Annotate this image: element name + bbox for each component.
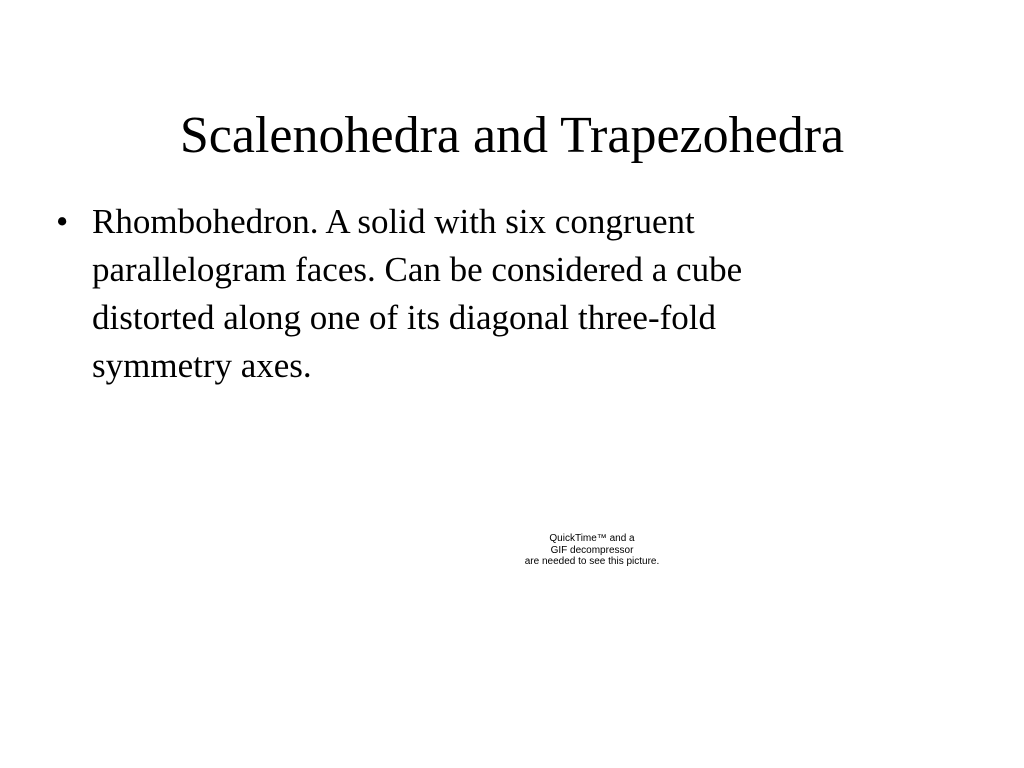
bullet-list [56,198,856,390]
placeholder-line: QuickTime™ and a [549,533,635,544]
placeholder-line: GIF decompressor [550,544,634,556]
placeholder-line: are needed to see this picture. [524,556,660,567]
bullet-item [56,198,856,390]
bullet-marker: • [56,202,69,241]
bullet-text: Rhombohedron. A solid with six congruent parallelogram faces. Can be considered a cube distorted along one of its diagonal three-fold symmetry axes. [92,202,743,385]
quicktime-placeholder [492,533,692,568]
slide-title: Scalenohedra and Trapezohedra [179,107,845,164]
